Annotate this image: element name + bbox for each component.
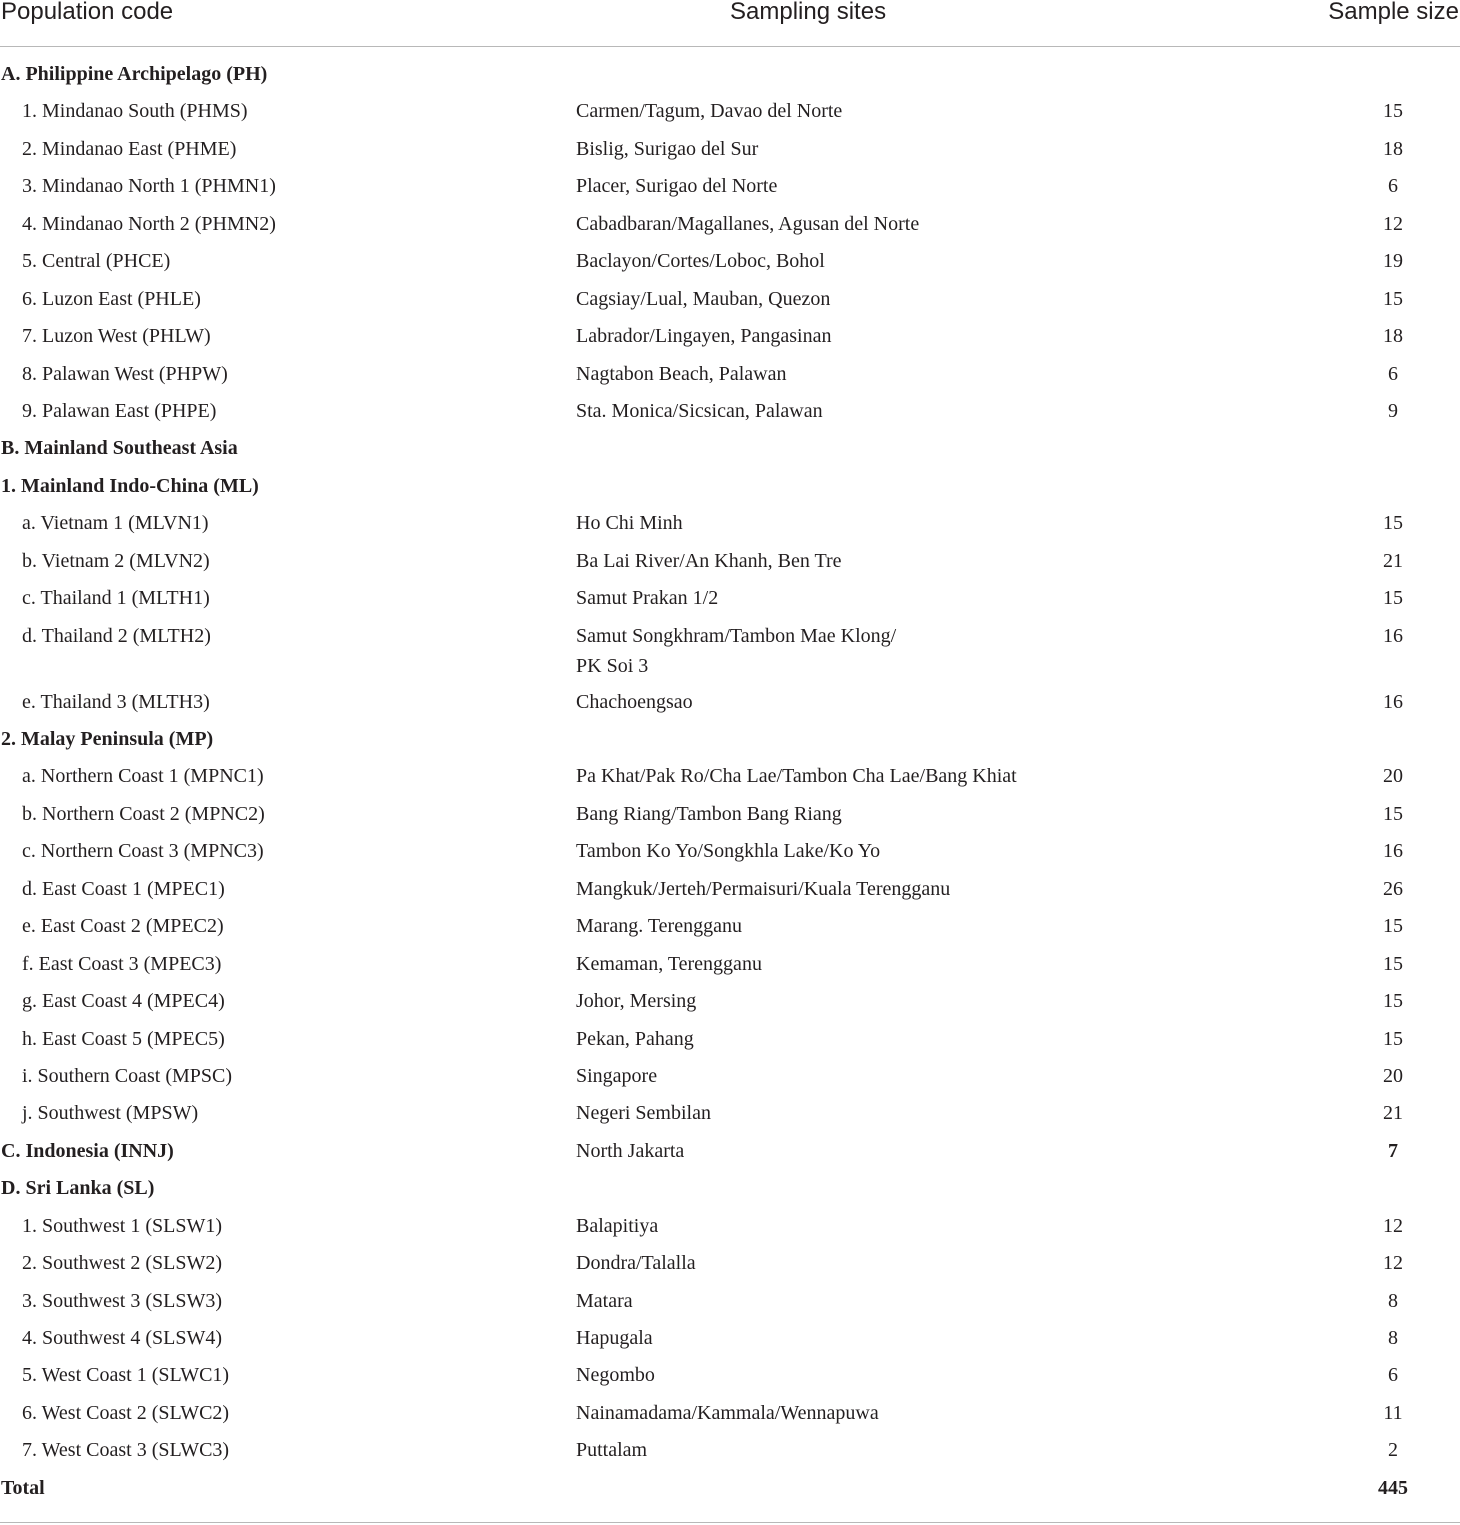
sampling-site-cell: Bislig, Surigao del Sur xyxy=(576,137,759,160)
sample-size-cell: 12 xyxy=(1383,212,1403,235)
sampling-site-cell: Marang. Terengganu xyxy=(576,915,742,938)
sampling-site-cell: Hapugala xyxy=(576,1327,653,1349)
sampling-site-cell: Ba Lai River/An Khanh, Ben Tre xyxy=(576,549,842,572)
sampling-site-cell: Nainamadama/Kammala/Wennapuwa xyxy=(576,1401,879,1424)
table-row xyxy=(0,621,1460,687)
sample-size-cell: 16 xyxy=(1383,624,1403,647)
table-row xyxy=(0,433,1460,470)
sample-size-cell: 21 xyxy=(1383,549,1403,572)
sampling-site-cell: Placer, Surigao del Norte xyxy=(576,175,778,198)
population-code-cell: c. Northern Coast 3 (MPNC3) xyxy=(22,840,264,863)
table-row xyxy=(0,874,1460,911)
table-row xyxy=(0,321,1460,358)
population-code-cell: h. East Coast 5 (MPEC5) xyxy=(22,1027,225,1050)
sampling-site-cell: Matara xyxy=(576,1289,633,1312)
population-code-cell: C. Indonesia (INNJ) xyxy=(1,1139,174,1162)
population-code-cell: 1. Southwest 1 (SLSW1) xyxy=(22,1214,222,1237)
population-code-cell: A. Philippine Archipelago (PH) xyxy=(1,63,268,85)
sample-size-cell: 18 xyxy=(1383,137,1403,160)
population-code-cell: b. Northern Coast 2 (MPNC2) xyxy=(22,802,265,825)
table-row xyxy=(0,1286,1460,1323)
sample-size-cell: 15 xyxy=(1383,952,1403,975)
population-code-cell: 9. Palawan East (PHPE) xyxy=(22,399,217,422)
sampling-site-line: PK Soi 3 xyxy=(576,654,649,677)
sampling-site-cell: Kemaman, Terengganu xyxy=(576,952,762,975)
sample-size-cell: 2 xyxy=(1388,1439,1398,1462)
table-row xyxy=(0,986,1460,1023)
sampling-site-cell: Pekan, Pahang xyxy=(576,1027,694,1050)
sampling-site-cell: Singapore xyxy=(576,1064,658,1087)
table-row xyxy=(0,359,1460,396)
table-row xyxy=(0,284,1460,321)
table-row xyxy=(0,1473,1460,1510)
table-body xyxy=(0,59,1460,1510)
table-row xyxy=(0,1024,1460,1061)
sample-size-cell: 12 xyxy=(1383,1252,1403,1275)
population-code-cell: e. East Coast 2 (MPEC2) xyxy=(22,915,224,938)
population-code-cell: i. Southern Coast (MPSC) xyxy=(22,1064,233,1087)
sampling-site-cell: Sta. Monica/Sicsican, Palawan xyxy=(576,399,823,422)
table-row xyxy=(0,1061,1460,1098)
table-row xyxy=(0,1248,1460,1285)
population-code-cell: a. Vietnam 1 (MLVN1) xyxy=(22,512,209,535)
table-row xyxy=(0,471,1460,508)
table-row xyxy=(0,546,1460,583)
table-row xyxy=(0,761,1460,798)
population-code-cell: 2. Southwest 2 (SLSW2) xyxy=(22,1252,222,1275)
table-row xyxy=(0,949,1460,986)
sample-size-cell: 7 xyxy=(1388,1139,1398,1162)
sampling-site-cell: Samut Prakan 1/2 xyxy=(576,587,719,610)
sampling-site-cell: Balapitiya xyxy=(576,1214,659,1237)
sampling-site-cell: Dondra/Talalla xyxy=(576,1252,696,1275)
table-row xyxy=(0,836,1460,873)
population-code-cell: 4. Mindanao North 2 (PHMN2) xyxy=(22,212,276,235)
sampling-site-cell: Pa Khat/Pak Ro/Cha Lae/Tambon Cha Lae/Bang Khiat xyxy=(576,765,1017,788)
sample-size-cell: 16 xyxy=(1383,690,1403,713)
sample-size-cell: 11 xyxy=(1383,1401,1403,1424)
column-header-sampling-sites: Sampling sites xyxy=(730,0,887,25)
population-code-cell: Total xyxy=(1,1476,45,1499)
sampling-site-cell: Carmen/Tagum, Davao del Norte xyxy=(576,100,843,123)
table-row xyxy=(0,396,1460,433)
sample-size-cell: 16 xyxy=(1383,840,1403,863)
sample-size-cell: 15 xyxy=(1383,990,1403,1013)
table-row xyxy=(0,1098,1460,1135)
sample-size-cell: 6 xyxy=(1388,362,1398,385)
population-code-cell: 3. Mindanao North 1 (PHMN1) xyxy=(22,175,276,198)
population-code-cell: D. Sri Lanka (SL) xyxy=(1,1177,155,1200)
population-code-cell: a. Northern Coast 1 (MPNC1) xyxy=(22,765,264,788)
sampling-site-cell: Negeri Sembilan xyxy=(576,1102,711,1125)
sample-size-cell: 15 xyxy=(1383,287,1403,310)
population-code-cell: 4. Southwest 4 (SLSW4) xyxy=(22,1327,222,1349)
sampling-site-cell: Nagtabon Beach, Palawan xyxy=(576,362,787,385)
sampling-site-cell: Puttalam xyxy=(576,1439,648,1462)
table-row xyxy=(0,1323,1460,1360)
sample-size-cell: 15 xyxy=(1383,100,1403,123)
sample-size-cell: 20 xyxy=(1383,765,1403,788)
column-header-sample-size: Sample size xyxy=(1328,0,1459,25)
population-code-cell: d. East Coast 1 (MPEC1) xyxy=(22,877,225,900)
sampling-site-cell: Cabadbaran/Magallanes, Agusan del Norte xyxy=(576,212,920,235)
table-row xyxy=(0,1435,1460,1472)
sample-size-cell: 9 xyxy=(1388,399,1398,422)
sample-size-cell: 26 xyxy=(1383,877,1403,900)
table-row xyxy=(0,1398,1460,1435)
sample-size-cell: 15 xyxy=(1383,915,1403,938)
sample-size-cell: 15 xyxy=(1383,802,1403,825)
table-header xyxy=(0,0,1460,47)
population-code-cell: 5. Central (PHCE) xyxy=(22,250,171,273)
sampling-site-cell: Negombo xyxy=(576,1364,655,1387)
population-code-cell: c. Thailand 1 (MLTH1) xyxy=(22,587,210,610)
table-row xyxy=(0,134,1460,171)
table-row xyxy=(0,799,1460,836)
sample-size-cell: 15 xyxy=(1383,512,1403,535)
population-code-cell: f. East Coast 3 (MPEC3) xyxy=(22,952,222,975)
sampling-site-line: Samut Songkhram/Tambon Mae Klong/ xyxy=(576,624,897,647)
sample-size-cell: 20 xyxy=(1383,1064,1403,1087)
table-row xyxy=(0,583,1460,620)
sample-size-cell: 6 xyxy=(1388,1364,1398,1387)
population-code-cell: 1. Mainland Indo-China (ML) xyxy=(1,474,259,497)
sampling-site-cell: Johor, Mersing xyxy=(576,990,697,1013)
sampling-site-cell: Ho Chi Minh xyxy=(576,512,683,535)
sample-size-cell: 18 xyxy=(1383,325,1403,348)
sampling-site-cell: Baclayon/Cortes/Loboc, Bohol xyxy=(576,250,825,273)
population-code-cell: b. Vietnam 2 (MLVN2) xyxy=(22,549,210,572)
sampling-site-cell: Mangkuk/Jerteh/Permaisuri/Kuala Terengganu xyxy=(576,877,951,900)
sampling-site-cell: Chachoengsao xyxy=(576,690,693,713)
table-row xyxy=(0,209,1460,246)
population-code-cell: 5. West Coast 1 (SLWC1) xyxy=(22,1364,230,1387)
sampling-site-cell: Bang Riang/Tambon Bang Riang xyxy=(576,802,842,825)
sample-size-cell: 8 xyxy=(1388,1327,1398,1349)
population-code-cell: 2. Mindanao East (PHME) xyxy=(22,137,237,160)
population-code-cell: 2. Malay Peninsula (MP) xyxy=(1,728,214,750)
population-code-cell: g. East Coast 4 (MPEC4) xyxy=(22,990,225,1013)
table-row xyxy=(0,59,1460,96)
sample-size-cell: 15 xyxy=(1383,1027,1403,1050)
sample-size-cell: 15 xyxy=(1383,587,1403,610)
table-bottom-rule xyxy=(0,1522,1460,1523)
table-row xyxy=(0,724,1460,761)
sampling-site-cell: Cagsiay/Lual, Mauban, Quezon xyxy=(576,287,831,310)
population-code-cell: e. Thailand 3 (MLTH3) xyxy=(22,690,210,713)
table-row xyxy=(0,911,1460,948)
population-code-cell: 7. Luzon West (PHLW) xyxy=(22,325,211,348)
sampling-site-cell xyxy=(576,621,896,681)
table-row xyxy=(0,1211,1460,1248)
population-code-cell: 8. Palawan West (PHPW) xyxy=(22,362,228,385)
table-row xyxy=(0,1136,1460,1173)
population-code-cell: 3. Southwest 3 (SLSW3) xyxy=(22,1289,222,1312)
sample-size-cell: 19 xyxy=(1383,250,1403,273)
sample-size-cell: 6 xyxy=(1388,175,1398,198)
column-header-population-code: Population code xyxy=(1,0,174,25)
sample-size-cell: 21 xyxy=(1383,1102,1403,1125)
table-row xyxy=(0,96,1460,133)
table-row xyxy=(0,246,1460,283)
table-row xyxy=(0,508,1460,545)
table-row xyxy=(0,687,1460,724)
sampling-site-cell: Labrador/Lingayen, Pangasinan xyxy=(576,325,832,348)
population-code-cell: B. Mainland Southeast Asia xyxy=(1,437,238,460)
population-code-cell: 6. Luzon East (PHLE) xyxy=(22,287,201,310)
sample-size-cell: 12 xyxy=(1383,1214,1403,1237)
sampling-site-cell: Tambon Ko Yo/Songkhla Lake/Ko Yo xyxy=(576,840,881,863)
population-code-cell: 1. Mindanao South (PHMS) xyxy=(22,100,248,123)
sample-size-cell: 445 xyxy=(1378,1476,1408,1499)
population-code-cell: d. Thailand 2 (MLTH2) xyxy=(22,624,211,647)
population-code-cell: 6. West Coast 2 (SLWC2) xyxy=(22,1401,230,1424)
sampling-site-cell: North Jakarta xyxy=(576,1139,685,1162)
table-row xyxy=(0,171,1460,208)
table-row xyxy=(0,1360,1460,1397)
population-code-cell: j. Southwest (MPSW) xyxy=(22,1102,199,1125)
sample-size-cell: 8 xyxy=(1388,1289,1398,1312)
population-code-cell: 7. West Coast 3 (SLWC3) xyxy=(22,1439,230,1462)
table-row xyxy=(0,1173,1460,1210)
